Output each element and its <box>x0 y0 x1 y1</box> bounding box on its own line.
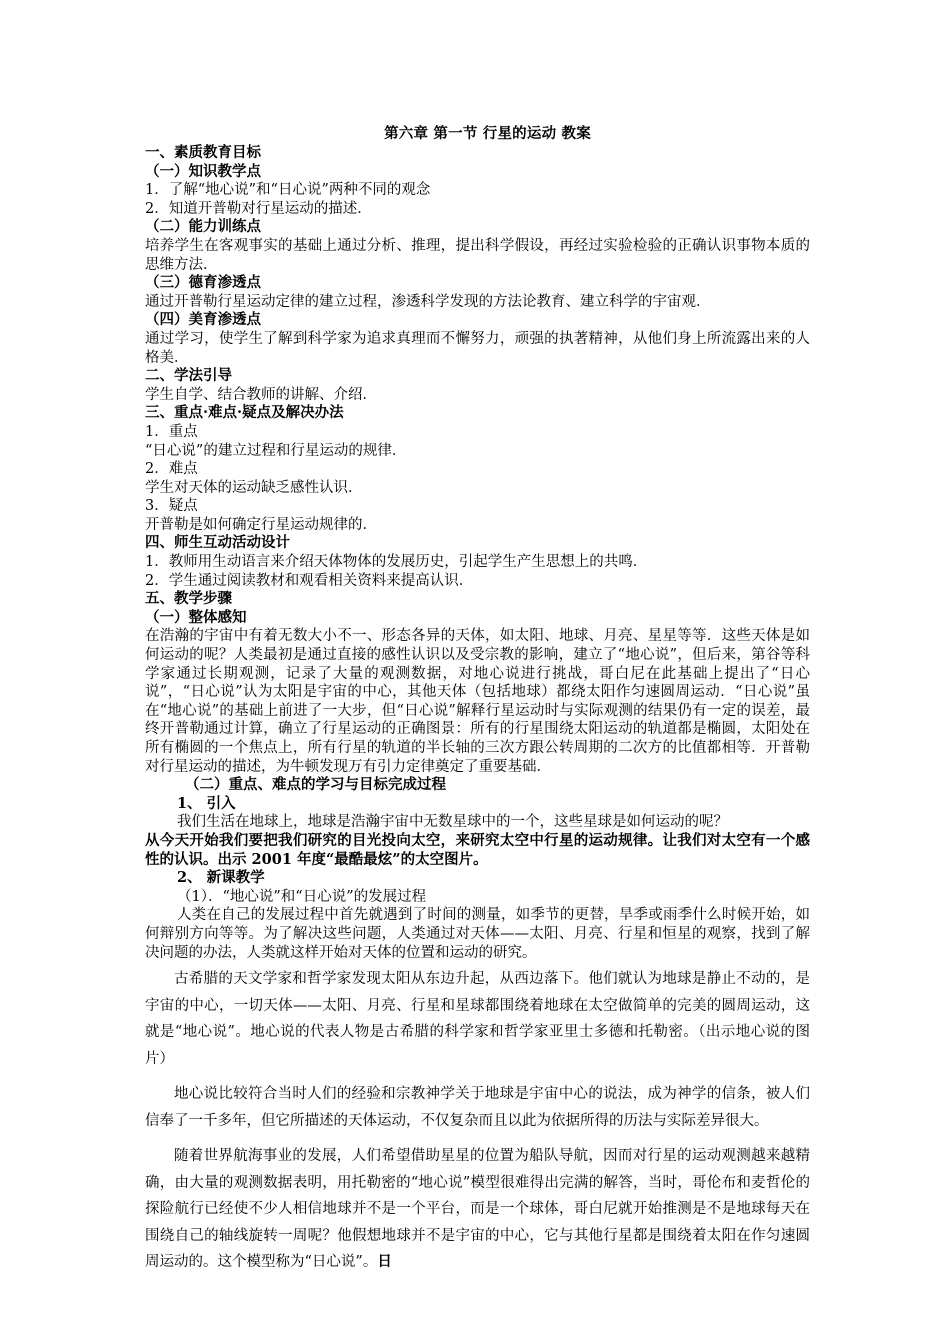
paragraph: “日心说”的建立过程和行星运动的规律． <box>145 442 407 459</box>
section-heading: 二、学法引导 <box>145 367 232 385</box>
paragraph-bold: 从今天开始我们要把我们研究的目光投向太空，来研究太空中行星的运动规律。让我们对太空有一个感性的认识。出示 2001 年度“最酷最炫”的太空图片。 <box>145 831 810 868</box>
section-heading: 一、素质教育目标 <box>145 144 261 161</box>
paragraph: 1．了解“地心说”和“日心说”两种不同的观念 <box>145 182 431 199</box>
subsection-heading: （三）德育渗透点 <box>145 274 261 292</box>
paragraph: 2．知道开普勒对行星运动的描述． <box>145 200 372 217</box>
paragraph: 通过学习，使学生了解到科学家为追求真理而不懈努力，顽强的执著精神，从他们身上所流露出来的人格美． <box>145 330 810 366</box>
paragraph: 2．学生通过阅读教材和观看相关资料来提高认识． <box>145 572 474 589</box>
paragraph: 1．教师用生动语言来介绍天体物体的发展历史，引起学生产生思想上的共鸣． <box>145 554 648 571</box>
paragraph: 在浩瀚的宇宙中有着无数大小不一、形态各异的天体，如太阳、地球、月亮、星星等等．这些天体是如何运动的呢？人类最初是通过直接的感性认识以及受宗教的影响，建立了“地心说”，但后来，第谷等科学家通过长期观测，记录了大量的观测数据，对地心说进行挑战，哥白尼在此基础上提出了“日心说”，“日心说”认为太阳是宇宙的中心，其他天体（包括地球）都绕太阳作匀速圆周运动．“日心说”虽在“地心说”的基础上前进了一大步，但“日心说”解释行星运动时与实际观测的结果仍有一定的误差，最终开普勒通过计算，确立了行星运动的正确图景：所有的行星围绕太阳运动的轨道都是椭圆，太阳处在所有椭圆的一个焦点上，所有行星的轨道的半长轴的三次方跟公转周期的二次方的比值都相等．开普勒对行星运动的描述，为牛顿发现万有引力定律奠定了重要基础． <box>145 628 810 775</box>
section-heading: 三、重点·难点·疑点及解决办法 <box>145 404 344 422</box>
paragraph: 人类在自己的发展过程中首先就遇到了时间的测量，如季节的更替，旱季或雨季什么时候开始，如何辩别方向等等。为了解决这些问题，人类通过对天体——太阳、月亮、行星和恒星的观察，找到了解决问题的办法，人类就这样开始对天体的位置和运动的研究。 <box>145 907 810 961</box>
section-heading: 五、教学步骤 <box>145 590 232 608</box>
paragraph: 学生自学、结合教师的讲解、介绍． <box>145 386 377 403</box>
document-body <box>145 124 810 1276</box>
subsection-heading: （一）整体感知 <box>145 608 247 626</box>
paragraph: 学生对天体的运动缺乏感性认识． <box>145 479 363 496</box>
paragraph: 地心说比较符合当时人们的经验和宗教神学关于地球是宇宙中心的说法，成为神学的信条，被人们信奉了一千多年，但它所描述的天体运动，不仅复杂而且以此为依据所得的历法与实际差异很大。 <box>145 1086 810 1129</box>
step-heading: 2、 新课教学 <box>177 869 265 887</box>
paragraph: 培养学生在客观事实的基础上通过分析、推理，提出科学假设，再经过实验检验的正确认识事物本质的思维方法． <box>145 237 810 273</box>
paragraph <box>145 1143 810 1276</box>
list-label: 3．疑点 <box>145 498 198 515</box>
paragraph: 我们生活在地球上，地球是浩瀚宇宙中无数星球中的一个，这些星球是如何运动的呢？ <box>177 814 728 831</box>
paragraph-tail: 日 <box>377 1253 392 1271</box>
paragraph: 古希腊的天文学家和哲学家发现太阳从东边升起，从西边落下。他们就认为地球是静止不动的，是宇宙的中心，一切天体——太阳、月亮、行星和星球都围绕着地球在太空做简单的完美的圆周运动，这就是“地心说”。地心说的代表人物是古希腊的科学家和哲学家亚里士多德和托勒密。（出示地心说的图片） <box>145 971 810 1067</box>
list-label: 2．难点 <box>145 461 198 478</box>
subsection-heading: （二）重点、难点的学习与目标完成过程 <box>185 776 446 794</box>
subsection-heading: （一）知识教学点 <box>145 162 261 180</box>
paragraph: 开普勒是如何确定行星运动规律的． <box>145 516 377 533</box>
subsection-heading: （四）美育渗透点 <box>145 311 261 329</box>
page-title: 第六章 第一节 行星的运动 教案 <box>384 125 591 142</box>
section-heading: 四、师生互动活动设计 <box>145 534 290 552</box>
paragraph: 通过开普勒行星运动定律的建立过程，渗透科学发现的方法论教育、建立科学的宇宙观． <box>145 293 711 310</box>
paragraph-text: 随着世界航海事业的发展，人们希望借助星星的位置为船队导航，因而对行星的运动观测越来越精确，由大量的观测数据表明，用托勒密的“地心说”模型很难得出完满的解答，当时，哥伦布和麦哲伦的探险航行已经使不少人相信地球并不是一个平台，而是一个球体，哥白尼就开始推测是不是地球每天在围绕自己的轴线旋转一周呢？他假想地球并不是宇宙的中心，它与其他行星都是围绕着太阳在作匀速圆周运动的。这个模型称为“日心说”。 <box>145 1148 810 1271</box>
step-heading: 1、 引入 <box>177 794 236 812</box>
list-label: 1．重点 <box>145 423 198 440</box>
subtopic-heading: （1）．“地心说”和“日心说”的发展过程 <box>177 888 427 905</box>
subsection-heading: （二）能力训练点 <box>145 218 261 236</box>
